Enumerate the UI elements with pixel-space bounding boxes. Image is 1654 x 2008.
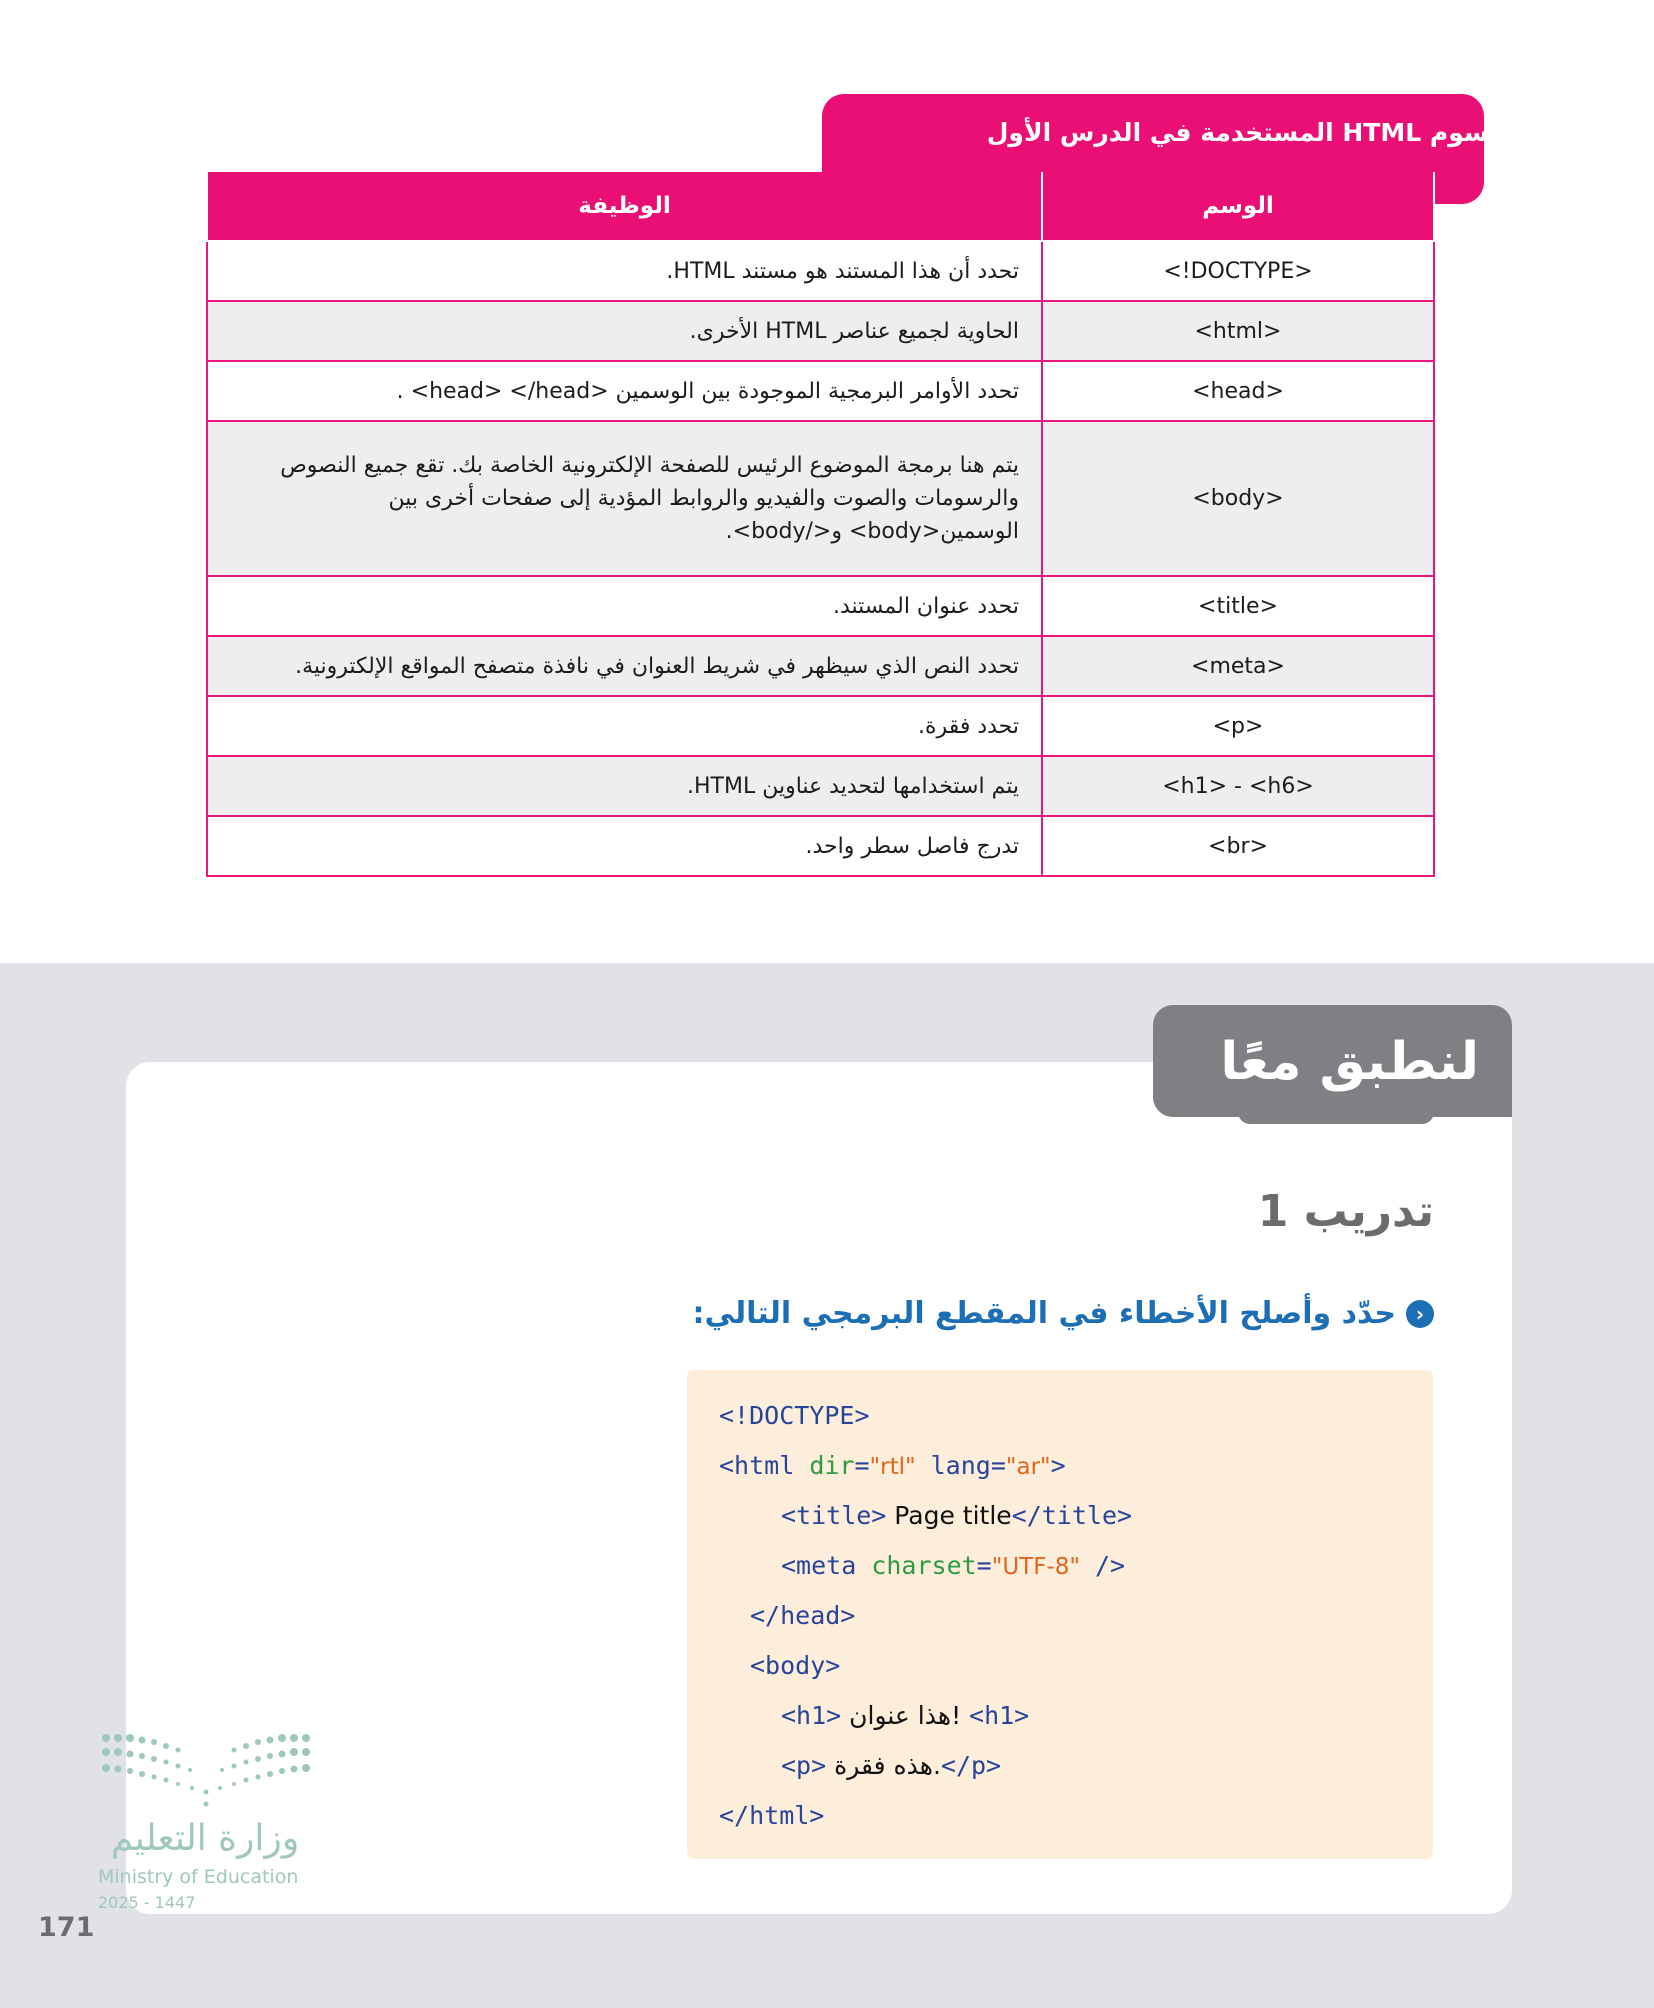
function-cell: تحدد عنوان المستند. [207,576,1042,636]
code-tag: <html [719,1451,810,1480]
tag-cell: <html> [1042,301,1434,361]
code-text: هذه فقرة. [826,1751,941,1780]
code-line [781,1696,1029,1736]
tag-cell: <br> [1042,816,1434,876]
code-tag: > [1050,1451,1066,1480]
html-tags-table [206,172,1435,877]
table-row [207,756,1434,816]
code-line [781,1746,1001,1786]
instruction-text: حدّد وأصلح الأخطاء في المقطع البرمجي التالي: [692,1296,1396,1331]
code-line [750,1596,855,1636]
code-tag: <body> [750,1651,841,1680]
code-tag: </p> [940,1751,1002,1780]
tag-cell: <title> [1042,576,1434,636]
table-row [207,636,1434,696]
ministry-logo-icon [100,1732,312,1812]
function-cell: يتم هنا برمجة الموضوع الرئيس للصفحة الإلكترونية الخاصة بك. تقع جميع النصوص والرسومات والصوت والفيديو والروابط المؤدية إلى صفحات أخرى بين الوسمين<body> و</body>. [207,421,1042,576]
header-function: الوظيفة [207,172,1042,241]
function-cell: تحدد أن هذا المستند هو مستند HTML. [207,241,1042,301]
function-cell: الحاوية لجميع عناصر HTML الأخرى. [207,301,1042,361]
tag-cell: <!DOCTYPE> [1042,241,1434,301]
code-tag: </title> [1011,1501,1133,1530]
code-line [781,1546,1125,1586]
function-cell: يتم استخدامها لتحديد عناوين HTML. [207,756,1042,816]
code-tag: <h1> [969,1701,1030,1730]
code-line [719,1396,870,1436]
table-row [207,576,1434,636]
ministry-name-en: Ministry of Education [98,1866,299,1888]
code-space [916,1451,931,1480]
code-equals: = [976,1551,992,1580]
code-tag: <!DOCTYPE> [719,1401,870,1430]
chevron-left-circle-icon: ‹ [1406,1300,1434,1328]
tag-cell: <meta> [1042,636,1434,696]
code-value: "ar" [1005,1454,1051,1480]
ministry-year: 2025 - 1447 [98,1893,196,1912]
code-tag: <p> [781,1751,827,1780]
code-attribute: charset [871,1551,977,1580]
code-tag: </html> [719,1801,825,1830]
tag-cell: <p> [1042,696,1434,756]
code-line [719,1796,824,1836]
table-row [207,361,1434,421]
code-equals: = [854,1451,870,1480]
code-tag: <title> [781,1501,887,1530]
tag-cell: <head> [1042,361,1434,421]
function-cell: تدرج فاصل سطر واحد. [207,816,1042,876]
ministry-name-ar: وزارة التعليم [110,1818,300,1859]
table-row [207,696,1434,756]
exercise-instruction [534,1296,1434,1331]
code-tag: <h1> [781,1701,842,1730]
code-tag: /> [1079,1551,1126,1580]
table-row [207,241,1434,301]
code-equals: = [990,1451,1006,1480]
code-text: هذا عنوان! [841,1701,970,1730]
code-value: "UTF-8" [991,1554,1080,1580]
table-row [207,301,1434,361]
code-attribute: dir [809,1451,855,1480]
code-value: "rtl" [869,1454,916,1480]
function-cell: تحدد الأوامر البرمجية الموجودة بين الوسمين <head> </head> . [207,361,1042,421]
code-tag: </head> [750,1601,856,1630]
code-line [719,1446,1066,1486]
table-title: وسوم HTML المستخدمة في الدرس الأول [986,118,1504,147]
page-number: 171 [38,1912,95,1943]
tag-cell: <body> [1042,421,1434,576]
table-row [207,816,1434,876]
code-text: Page title [886,1501,1012,1530]
function-cell: تحدد فقرة. [207,696,1042,756]
function-cell: تحدد النص الذي سيظهر في شريط العنوان في نافذة متصفح المواقع الإلكترونية. [207,636,1042,696]
code-tag: <meta [781,1551,872,1580]
table-row [207,421,1434,576]
code-line [781,1496,1132,1536]
code-attribute: lang [930,1451,991,1480]
tag-cell: <h1> - <h6> [1042,756,1434,816]
code-line [750,1646,840,1686]
code-block [687,1370,1433,1859]
exercise-title: تدريب 1 [1257,1186,1434,1237]
practice-banner-title: لنطبق معًا [1220,1032,1479,1092]
header-tag: الوسم [1042,172,1434,241]
